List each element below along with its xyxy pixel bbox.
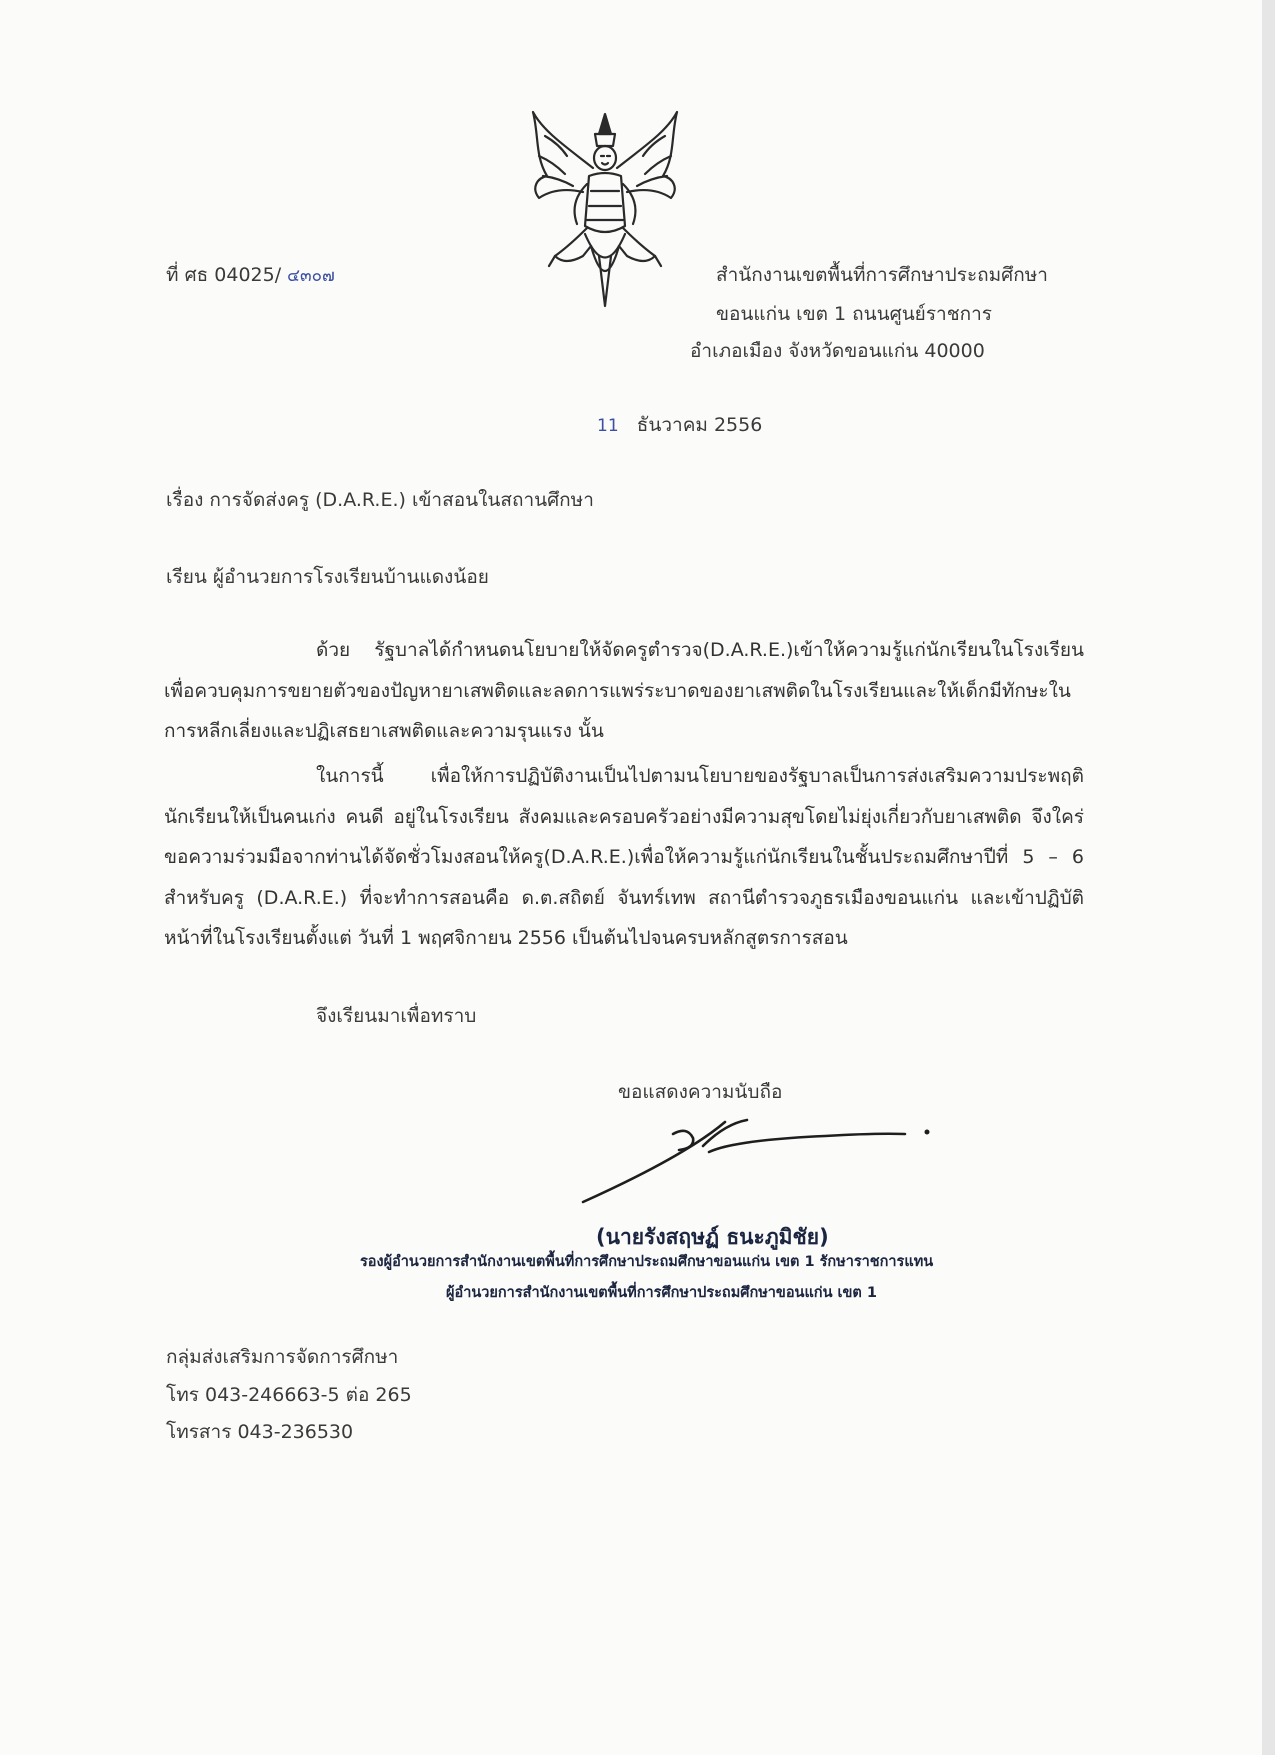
office-line-3: อำเภอเมือง จังหวัดขอนแก่น 40000 [690,340,985,362]
body-paragraph-1 [164,630,1084,752]
office-line-1: สำนักงานเขตพื้นที่การศึกษาประถมศึกษา [716,264,1048,286]
document-number [166,262,335,289]
signer-name: (นายรังสฤษฏ์ ธนะภูมิชัย) [596,1225,829,1249]
closing-line: ขอแสดงความนับถือ [618,1081,783,1103]
document-number-label: ที่ ศธ 04025/ [166,264,282,286]
footer-telephone: โทร 043-246663-5 ต่อ 265 [166,1384,412,1406]
date-day-handwritten: 11 [597,416,619,436]
document-date [597,412,762,439]
signature-mark [575,1116,945,1216]
signer-title-1: รองผู้อำนวยการสำนักงานเขตพื้นที่การศึกษาประถมศึกษาขอนแก่น เขต 1 รักษาราชการแทน [360,1254,934,1270]
office-line-2: ขอนแก่น เขต 1 ถนนศูนย์ราชการ [716,303,992,325]
recipient-line: เรียน ผู้อำนวยการโรงเรียนบ้านแดงน้อย [166,566,489,588]
footer-fax: โทรสาร 043-236530 [166,1421,354,1443]
subject-line: เรื่อง การจัดส่งครู (D.A.R.E.) เข้าสอนในสถานศึกษา [166,489,594,511]
body-paragraph-3: จึงเรียนมาเพื่อทราบ [316,1005,477,1027]
body-paragraph-1-text: ด้วย รัฐบาลได้กำหนดนโยบายให้จัดครูตำรวจ(D.A.R.E.)เข้าให้ความรู้แก่นักเรียนในโรงเรียนเพื่อควบคุมการขยายตัวของปัญหายาเสพติดและลดการแพร่ระบาดของยาเสพติดในโรงเรียนและให้เด็กมีทักษะในการหลีกเลี่ยงและปฏิเสธยาเสพติดและความรุนแรง นั้น [164,639,1084,742]
footer-department: กลุ่มส่งเสริมการจัดการศึกษา [166,1346,399,1368]
body-paragraph-2-text: ในการนี้ เพื่อให้การปฏิบัติงานเป็นไปตามนโยบายของรัฐบาลเป็นการส่งเสริมความประพฤตินักเรียนให้เป็นคนเก่ง คนดี อยู่ในโรงเรียน สังคมและครอบครัวอย่างมีความสุขโดยไม่ยุ่งเกี่ยวกับยาเสพติด จึงใคร่ขอความร่วมมือจากท่านได้จัดชั่วโมงสอนให้ครู(D.A.R.E.)เพื่อให้ความรู้แก่นักเรียนในชั้นประถมศึกษาปีที่ 5 – 6 สำหรับครู (D.A.R.E.) ที่จะทำการสอนคือ ด.ต.สถิตย์ จันทร์เทพ สถานีตำรวจภูธรเมืองขอนแก่น และเข้าปฏิบัติหน้าที่ในโรงเรียนตั้งแต่ วันที่ 1 พฤศจิกายน 2556 เป็นต้นไปจนครบหลักสูตรการสอน [164,765,1084,949]
document-number-handwritten: ๔๓๐๗ [287,266,335,286]
date-month-year: ธันวาคม 2556 [636,414,763,436]
signer-title-2: ผู้อำนวยการสำนักงานเขตพื้นที่การศึกษาประถมศึกษาขอนแก่น เขต 1 [446,1285,877,1301]
body-paragraph-2 [164,756,1084,959]
scan-edge [1262,0,1275,1755]
garuda-seal-icon [525,106,685,316]
